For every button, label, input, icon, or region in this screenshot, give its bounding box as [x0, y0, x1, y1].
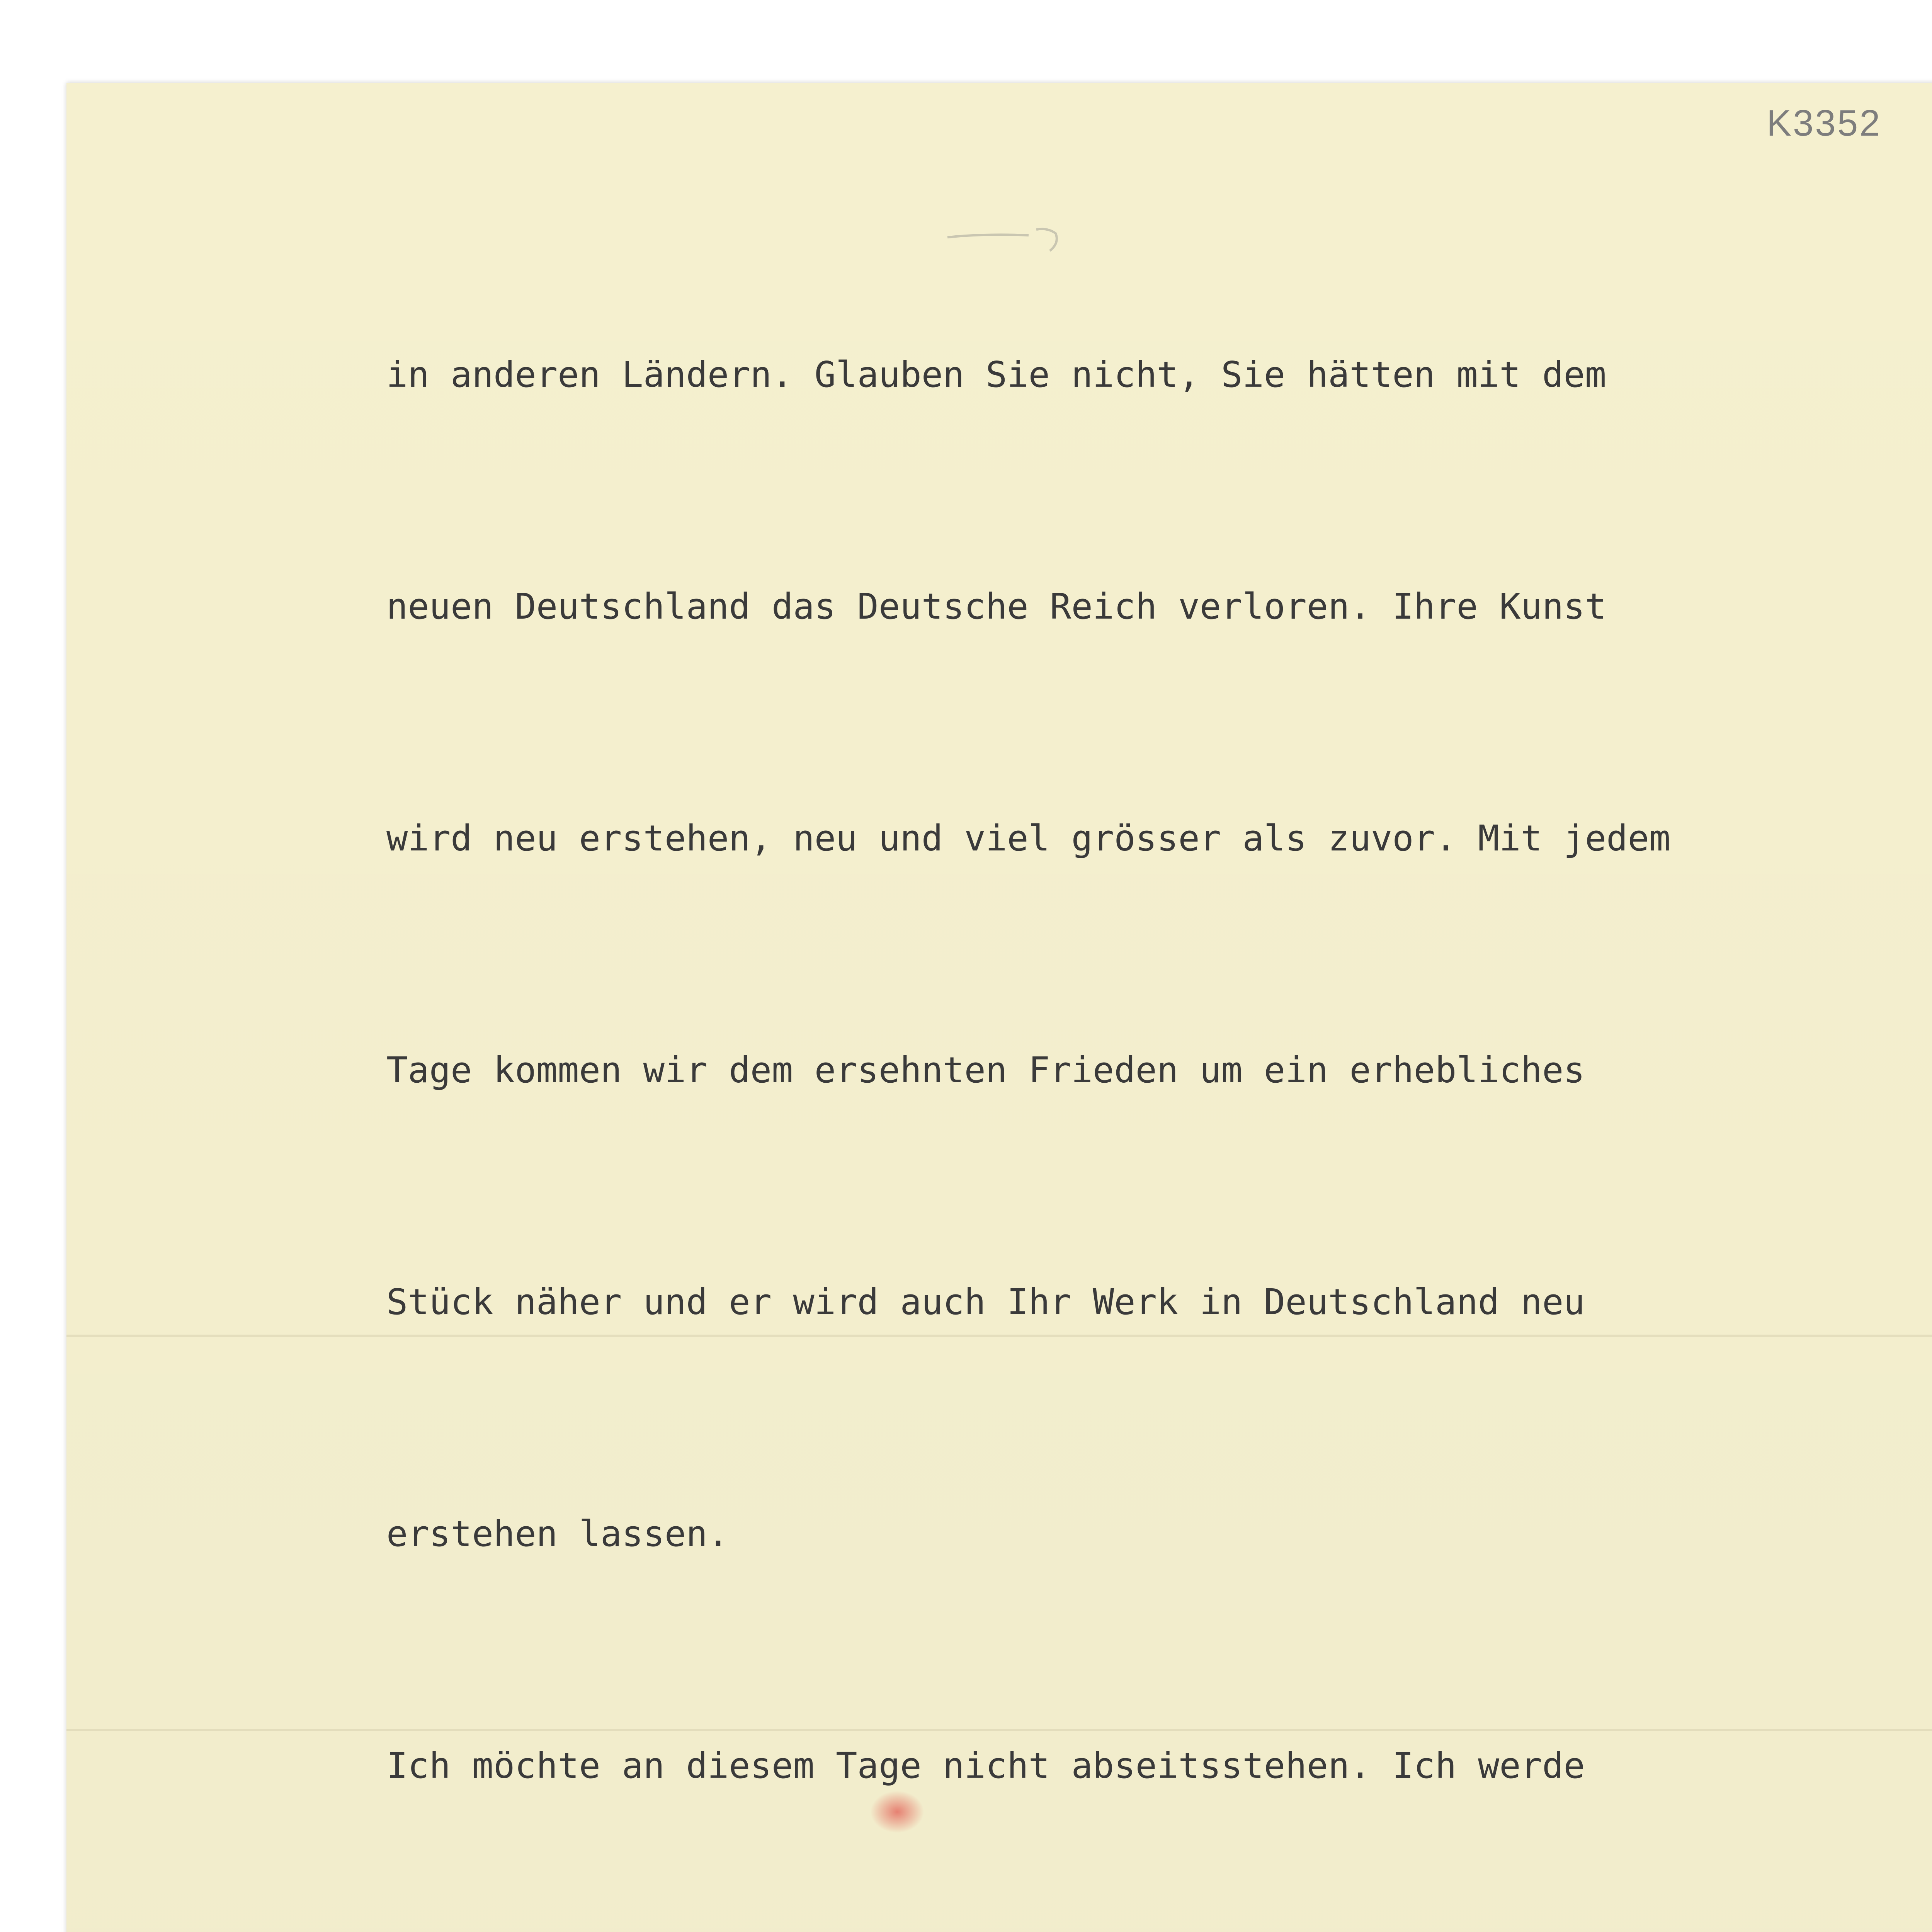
letter-line: wird neu erstehen, neu und viel grösser als zuvor. Mit jedem	[386, 818, 1671, 859]
letter-line: in anderen Ländern. Glauben Sie nicht, Sie hätten mit dem	[386, 354, 1607, 395]
archive-number: K3352	[1767, 102, 1882, 144]
letter-line: Tage kommen wir dem ersehnten Frieden um ein erhebliches	[386, 1049, 1585, 1091]
letter-line: Ich möchte an diesem Tage nicht abseitsstehen. Ich werde	[386, 1745, 1585, 1786]
letter-line: Stück näher und er wird auch Ihr Werk in Deutschland neu	[386, 1281, 1585, 1323]
letter-line: neuen Deutschland das Deutsche Reich verloren. Ihre Kunst	[386, 586, 1607, 627]
letter-body	[386, 182, 1893, 1932]
letter-line: erstehen lassen.	[386, 1513, 729, 1554]
